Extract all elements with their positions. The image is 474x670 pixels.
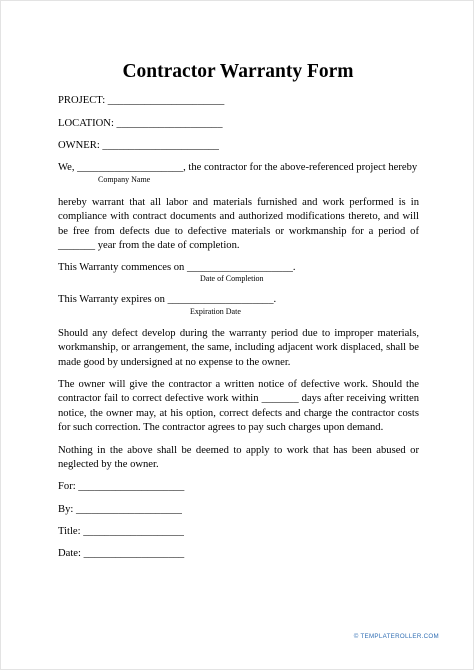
for-field[interactable]: For: ____________________ (58, 481, 185, 492)
warranty-paragraph: hereby warrant that all labor and materials furnished and work performed is in compliance with contract documents and authorized modifications thereto, and will be free from defects due to defective materials or workmanship for a period of _______ year from the date of completion. (58, 197, 419, 252)
project-field[interactable]: PROJECT: ______________________ (58, 95, 225, 106)
company-name-caption: Company Name (98, 175, 151, 184)
notice-paragraph: The owner will give the contractor a written notice of defective work. Should the contractor fail to correct defective work within _______ days after receiving written notice, the owner may, at his option, correct defects and charge the contractor costs for such correction. The contractor agrees to pay such charges upon demand. (58, 379, 419, 434)
by-field[interactable]: By: ____________________ (58, 504, 182, 515)
date-of-completion-caption: Date of Completion (200, 274, 264, 283)
contractor-name-field[interactable]: We, ____________________, the contractor for the above-referenced project hereby (58, 162, 418, 173)
title-field[interactable]: Title: ___________________ (58, 526, 184, 537)
defect-paragraph: Should any defect develop during the warranty period due to improper materials, workmanship, or arrangement, the same, including adjacent work displaced, shall be made good by undersigned at no expense to the owner. (58, 328, 419, 368)
owner-field[interactable]: OWNER: ______________________ (58, 140, 219, 151)
form-title: Contractor Warranty Form (122, 61, 354, 82)
expires-field[interactable]: This Warranty expires on ____________________. (58, 294, 277, 305)
commences-field[interactable]: This Warranty commences on ____________________. (58, 262, 296, 273)
expiration-date-caption: Expiration Date (190, 307, 241, 316)
location-field[interactable]: LOCATION: ____________________ (58, 118, 223, 129)
footer-brand: © TEMPLATEROLLER.COM (353, 633, 439, 640)
date-field[interactable]: Date: ___________________ (58, 548, 185, 559)
abuse-paragraph: Nothing in the above shall be deemed to apply to work that has been abused or neglected by the owner. (58, 445, 419, 471)
